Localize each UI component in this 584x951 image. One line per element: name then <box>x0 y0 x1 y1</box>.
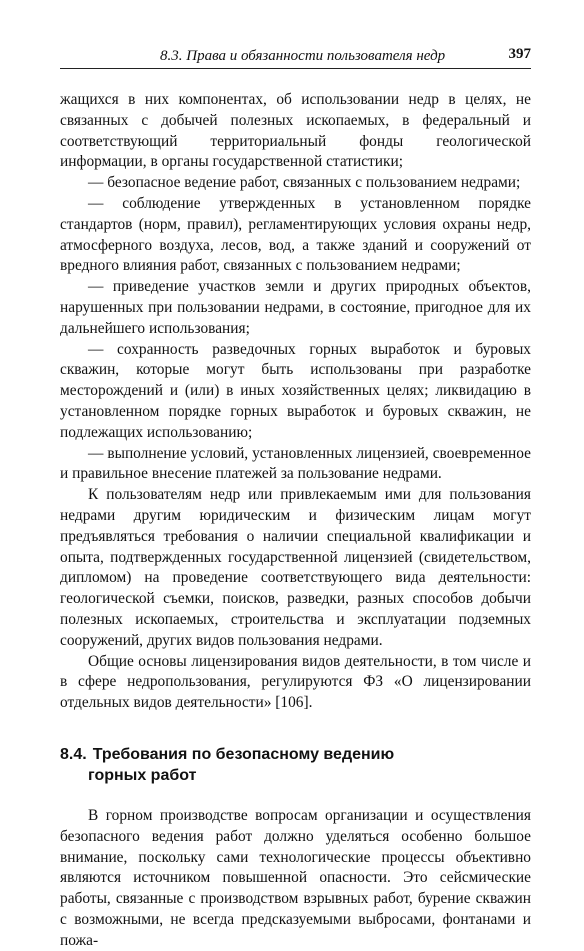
section-number: 8.4. <box>60 745 87 763</box>
book-page <box>60 0 531 949</box>
section-title-line2: горных работ <box>88 766 197 784</box>
paragraph-licensing-basis: Общие основы лицензирования видов деятельности, в том числе и в сфере недропользования, регулируются ФЗ «О лицензировании отдельных видов деятельности» [106]. <box>60 652 531 712</box>
list-item-land-restoration: — приведение участков земли и других природных объектов, нарушенных при пользовании недрами, в состояние, пригодное для их дальнейшего использования; <box>60 278 531 337</box>
list-item-standards: — соблюдение утвержденных в установленном порядке стандартов (норм, правил), регламентирующих условия охраны недр, атмосферного воздуха, лесов, вод, а также зданий и сооружений от вредного влияния работ, связанных с пользованием недрами; <box>60 194 531 275</box>
body-text <box>60 90 531 951</box>
list-item-license-conditions: — выполнение условий, установленных лицензией, своевременное и правильное внесение платежей за пользование недрами. <box>60 444 531 483</box>
running-header <box>60 44 531 69</box>
section-title-line1: Требования по безопасному ведению <box>92 745 395 763</box>
section-heading <box>60 744 531 786</box>
list-item-wells-preservation: — сохранность разведочных горных выработок и буровых скважин, которые могут быть использованы при разработке месторождений и (или) в иных хозяйственных целях; ликвидацию в установленном порядке горных выработок и буровых скважин, не подлежащих использованию; <box>60 340 531 441</box>
running-title: 8.3. Права и обязанности пользователя недр <box>160 48 446 64</box>
page-number: 397 <box>508 46 531 62</box>
section-paragraph: В горном производстве вопросам организации и осуществления безопасного ведения работ должно уделяться особенно большое внимание, поскольку сами технологические процессы объективно являются источником повышенной опасности. Это сейсмические работы, связанные с производством взрывных работ, бурение скважин с возможными, не всегда предсказуемыми выбросами, фонтанами и пожа- <box>60 806 531 949</box>
paragraph-qualification: К пользователям недр или привлекаемым ими для пользования недрами другим юридическим и физическим лицам могут предъявляться требования о наличии специальной квалификации и опыта, подтвержденных государственной лицензией (свидетельством, дипломом) на проведение соответствующего вида деятельности: геологической съемки, поисков, разведки, разных способов добычи полезных ископаемых, строительства и эксплуатации подземных сооружений, других видов пользования недрами. <box>60 486 531 649</box>
paragraph-continued: жащихся в них компонентах, об использовании недр в целях, не связанных с добычей полезных ископаемых, в федеральный и соответствующий территориальный фонды геологической информации, в органы государственной статистики; <box>60 91 531 171</box>
list-item-safe-work: — безопасное ведение работ, связанных с пользованием недрами; <box>88 174 521 192</box>
